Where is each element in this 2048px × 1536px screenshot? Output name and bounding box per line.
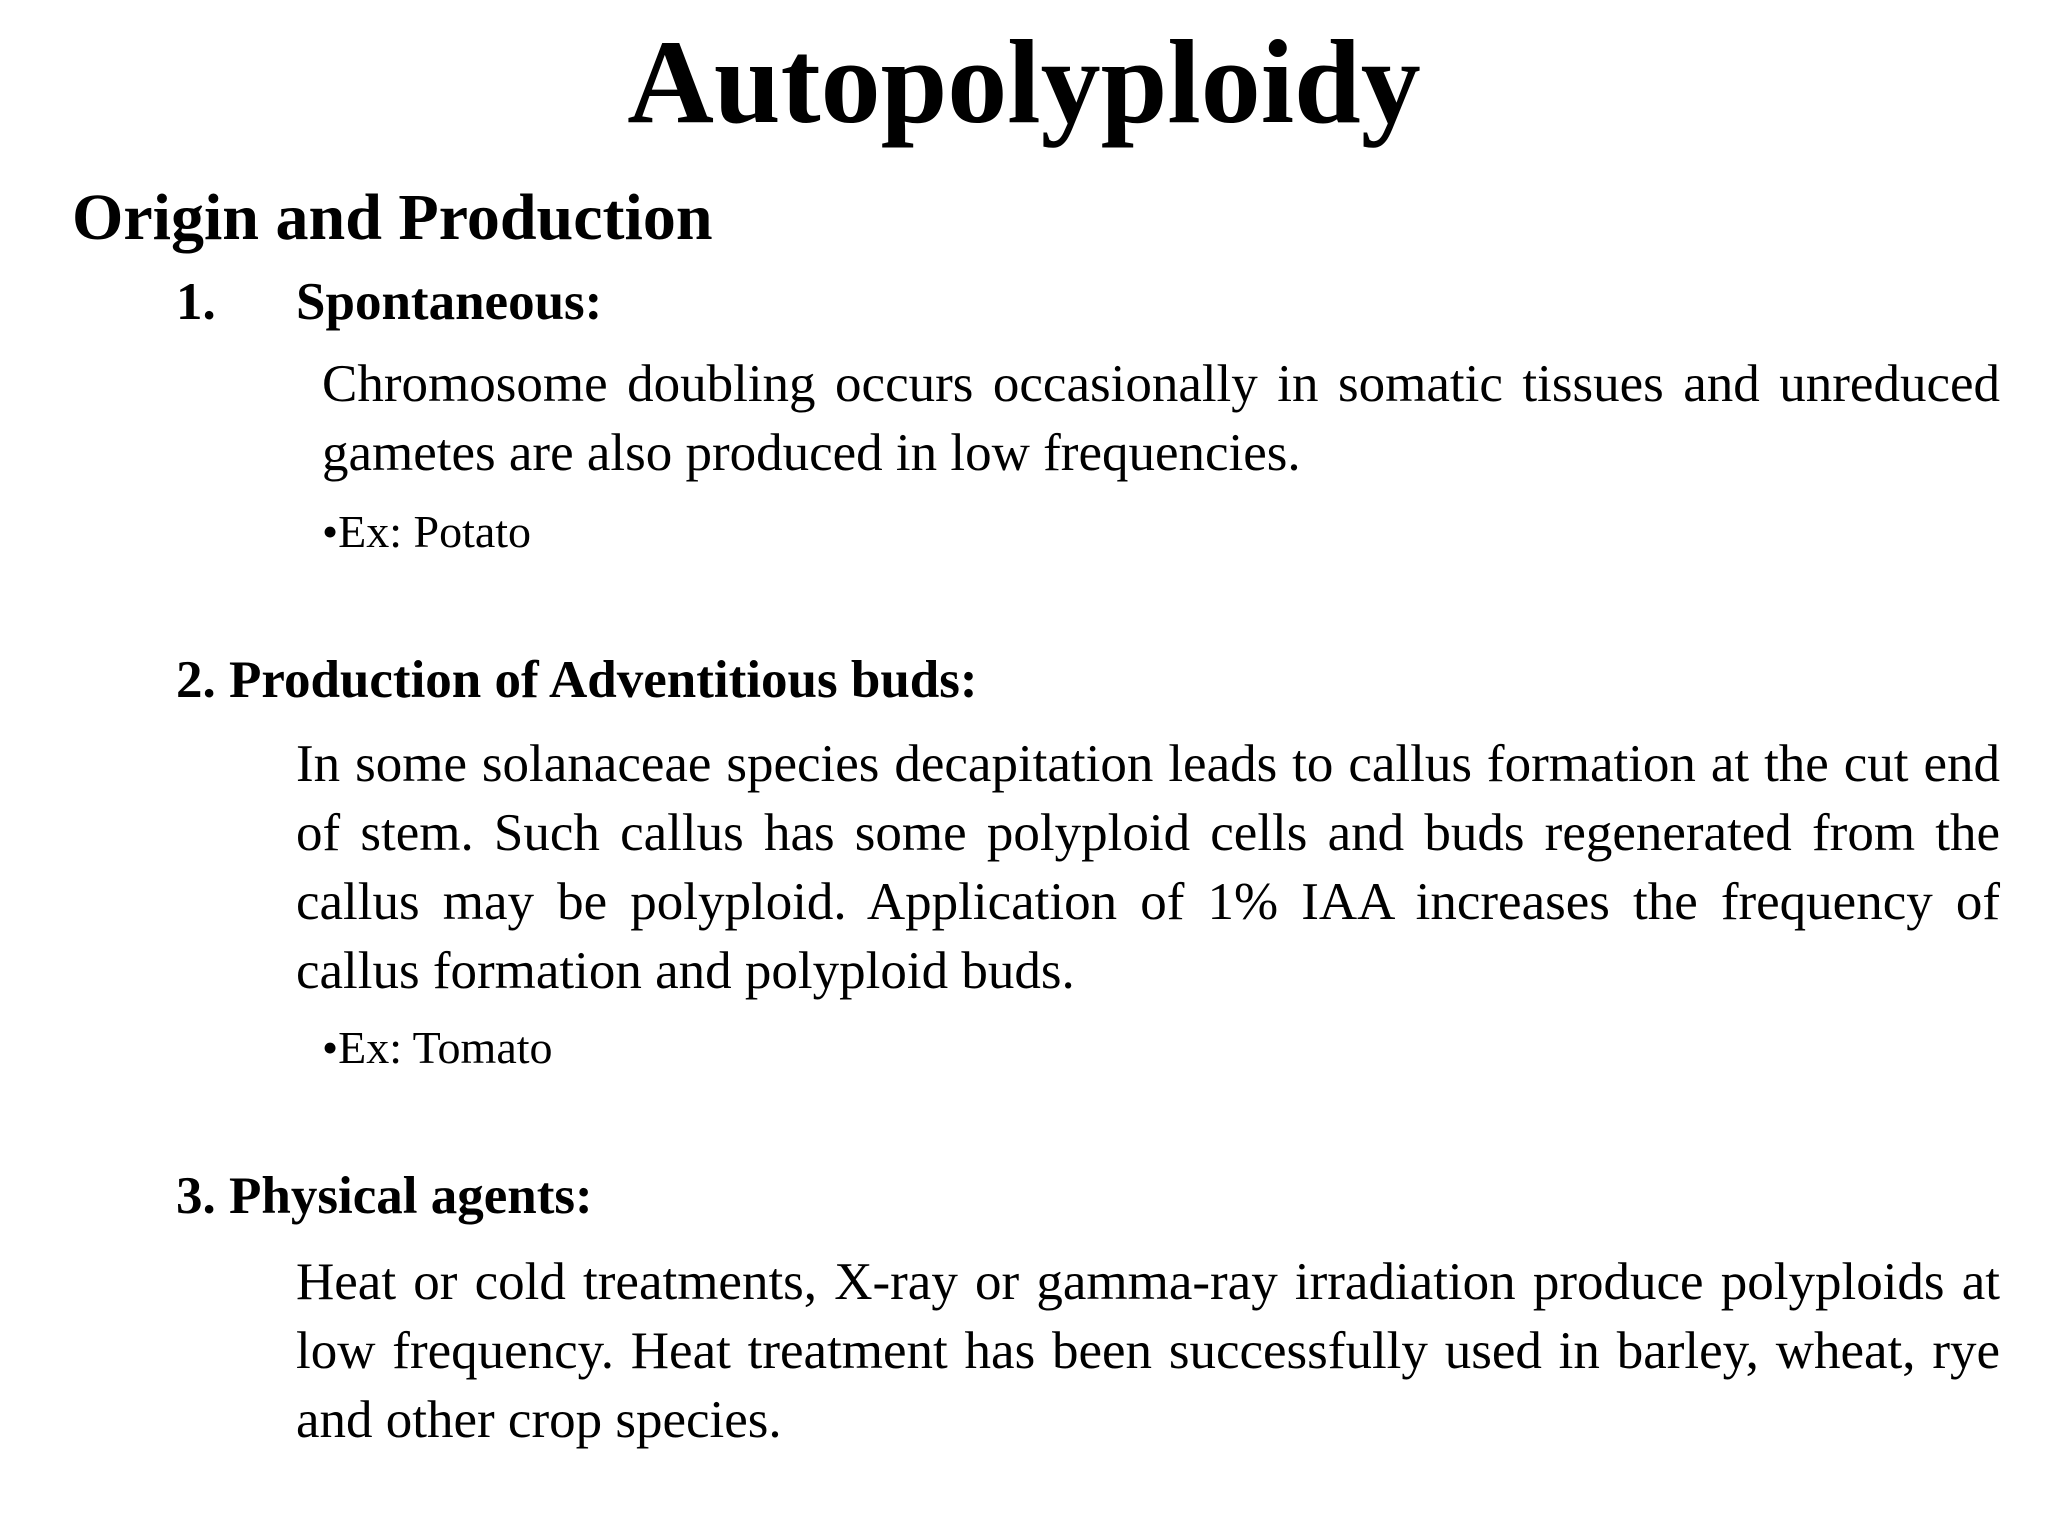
section-3-number: 3. xyxy=(176,1167,216,1225)
section-2-number: 2. xyxy=(176,651,216,709)
section-3-title: Physical agents: xyxy=(229,1167,593,1225)
section-1-number: 1. xyxy=(176,273,216,331)
section-2-example: •Ex: Tomato xyxy=(322,1022,553,1073)
section-2-heading xyxy=(176,648,978,712)
section-3-text: Heat or cold treatments, X-ray or gamma-ray irradiation produce polyploids at low frequency. Heat treatment has been successfully used in barley, wheat, rye and other crop species. xyxy=(296,1253,2000,1449)
section-3-heading xyxy=(176,1164,593,1228)
section-1-title: Spontaneous: xyxy=(296,273,603,331)
section-2-title: Production of Adventitious buds: xyxy=(229,651,978,709)
section-2-text: In some solanaceae species decapitation leads to callus formation at the cut end of stem. Such callus has some polyploid cells and buds regenerated from the callus may be polyploid. Application of 1% IAA increases the frequency of callus formation and polyploid buds. xyxy=(296,735,2000,1000)
section-1-example: •Ex: Potato xyxy=(322,506,532,557)
section-subtitle: Origin and Production xyxy=(72,181,713,254)
section-1-text: Chromosome doubling occurs occasionally in somatic tissues and unreduced gametes are also produced in low frequencies. xyxy=(322,355,2000,482)
page-title: Autopolyploidy xyxy=(627,15,1421,148)
section-1-heading xyxy=(176,270,602,334)
